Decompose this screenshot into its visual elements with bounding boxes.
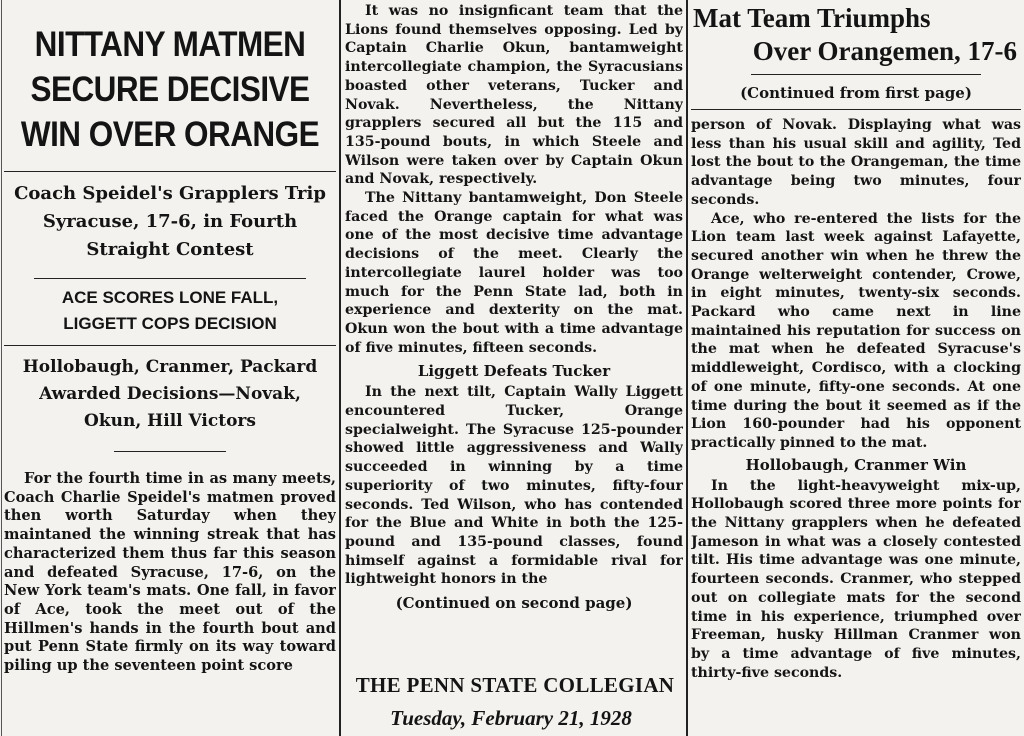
deck-3 xyxy=(4,346,336,445)
deck-line: Hollobaugh, Cranmer, Packard xyxy=(22,357,318,377)
article-column-1 xyxy=(4,0,336,736)
deck-1 xyxy=(4,172,336,268)
column-rule-2 xyxy=(686,0,688,736)
subhead: Hollobaugh, Cranmer Win xyxy=(745,455,967,474)
main-headline xyxy=(21,0,320,157)
newspaper-masthead: THE PENN STATE COLLEGIAN xyxy=(355,673,675,697)
headline-line: SECURE DECISIVE xyxy=(30,70,310,109)
paragraph: It was no insignficant team that the Lions found themselves opposing. Led by Captain Charlie Okun, bantamweight intercollegiate champion, the Syracusians boasted other veterans, Tucker and Novak. Nevertheless, the Nittany grapplers secured all but the 115 and 135-pound bouts, in which Steele and Wilson were taken over by Captain Okun and Novak, respectively. xyxy=(345,3,683,188)
deck-line: Awarded Decisions—Novak, xyxy=(39,384,301,404)
left-edge-rule xyxy=(1,0,2,736)
column-rule-1 xyxy=(339,0,341,736)
headline-line: Mat Team Triumphs xyxy=(693,3,931,33)
short-rule xyxy=(114,451,226,452)
article-column-2 xyxy=(345,0,683,736)
paragraph: In the next tilt, Captain Wally Liggett encountered Tucker, Orange specialweight. The Syracuse 125-pounder showed little aggressiveness and Wally succeeded in winning by a time superiority of two minutes, fifty-four seconds. Ted Wilson, who has contended for the Blue and White in both the 125-pound and 135-pound classes, found himself against a formidable rival for lightweight honors in the xyxy=(345,384,683,588)
deck-line: Straight Contest xyxy=(86,239,254,260)
deck-line: ACE SCORES LONE FALL, xyxy=(61,288,279,307)
paragraph: The Nittany bantamweight, Don Steele faced the Orange captain for what was one of the most decisive time advantage decisions of the meet. Clearly the intercollegiate laurel holder was too much for the Penn State lad, both in experience and dexterity on the mat. Okun won the bout with a time advantage of five minutes, fifteen seconds. xyxy=(345,190,683,356)
continued-note: (Continued on second page) xyxy=(395,594,633,613)
continuation-headline xyxy=(691,0,1021,68)
headline-line: NITTANY MATMEN xyxy=(34,25,306,64)
deck-2 xyxy=(4,279,336,345)
dateline: Tuesday, February 21, 1928 xyxy=(390,706,632,730)
short-rule xyxy=(751,74,981,75)
paragraph: person of Novak. Displaying what was less than his usual skill and agility, Ted lost the bout to the Orangeman, the time advantage being two minutes, four seconds. xyxy=(691,117,1021,208)
subhead: Liggett Defeats Tucker xyxy=(417,362,611,381)
deck-line: LIGGETT COPS DECISION xyxy=(63,314,277,333)
deck-line: Syracuse, 17-6, in Fourth xyxy=(42,211,298,232)
deck-line: Okun, Hill Victors xyxy=(84,411,256,431)
continued-note: (Continued from first page) xyxy=(740,84,972,102)
rule xyxy=(691,109,1021,110)
headline-line: WIN OVER ORANGE xyxy=(20,115,320,154)
article-column-3 xyxy=(691,0,1021,736)
paragraph: Ace, who re-entered the lists for the Lion team last week against Lafayette, secured another win when he threw the Orange welterweight contender, Crowe, in eight minutes, twenty-six seconds. Packard who came next in line maintained his reputation for success on the mat when he defeated Syracuse's middleweight, Cordisco, with a clocking of one minute, fifty-one seconds. At one time during the bout it seemed as if the Lion 160-pounder had his opponent practically pinned to the mat. xyxy=(691,210,1021,451)
headline-line: Over Orangemen, 17-6 xyxy=(752,36,1017,66)
paragraph: In the light-heavyweight mix-up, Hollobaugh scored three more points for the Nittany grapplers when he defeated Jameson in what was a closely contested tilt. His time advantage was one minute, fourteen seconds. Cranmer, who stepped out on collegiate mats for the second time in his experience, triumphed over Freeman, husky Hillman Cranmer won by a time advantage of five minutes, thirty-five seconds. xyxy=(691,477,1021,681)
article-body: For the fourth time in as many meets, Coach Charlie Speidel's matmen proved then worth Saturday when they maintaned the winning streak that has characterized them thus far this season and defeated Syracuse, 17-6, on the New York team's mats. One fall, in favor of Ace, took the meet out of the Hillmen's hands in the fourth bout and put Penn State firmly on its way toward piling up the seventeen point score xyxy=(4,470,336,675)
deck-line: Coach Speidel's Grapplers Trip xyxy=(14,183,326,204)
